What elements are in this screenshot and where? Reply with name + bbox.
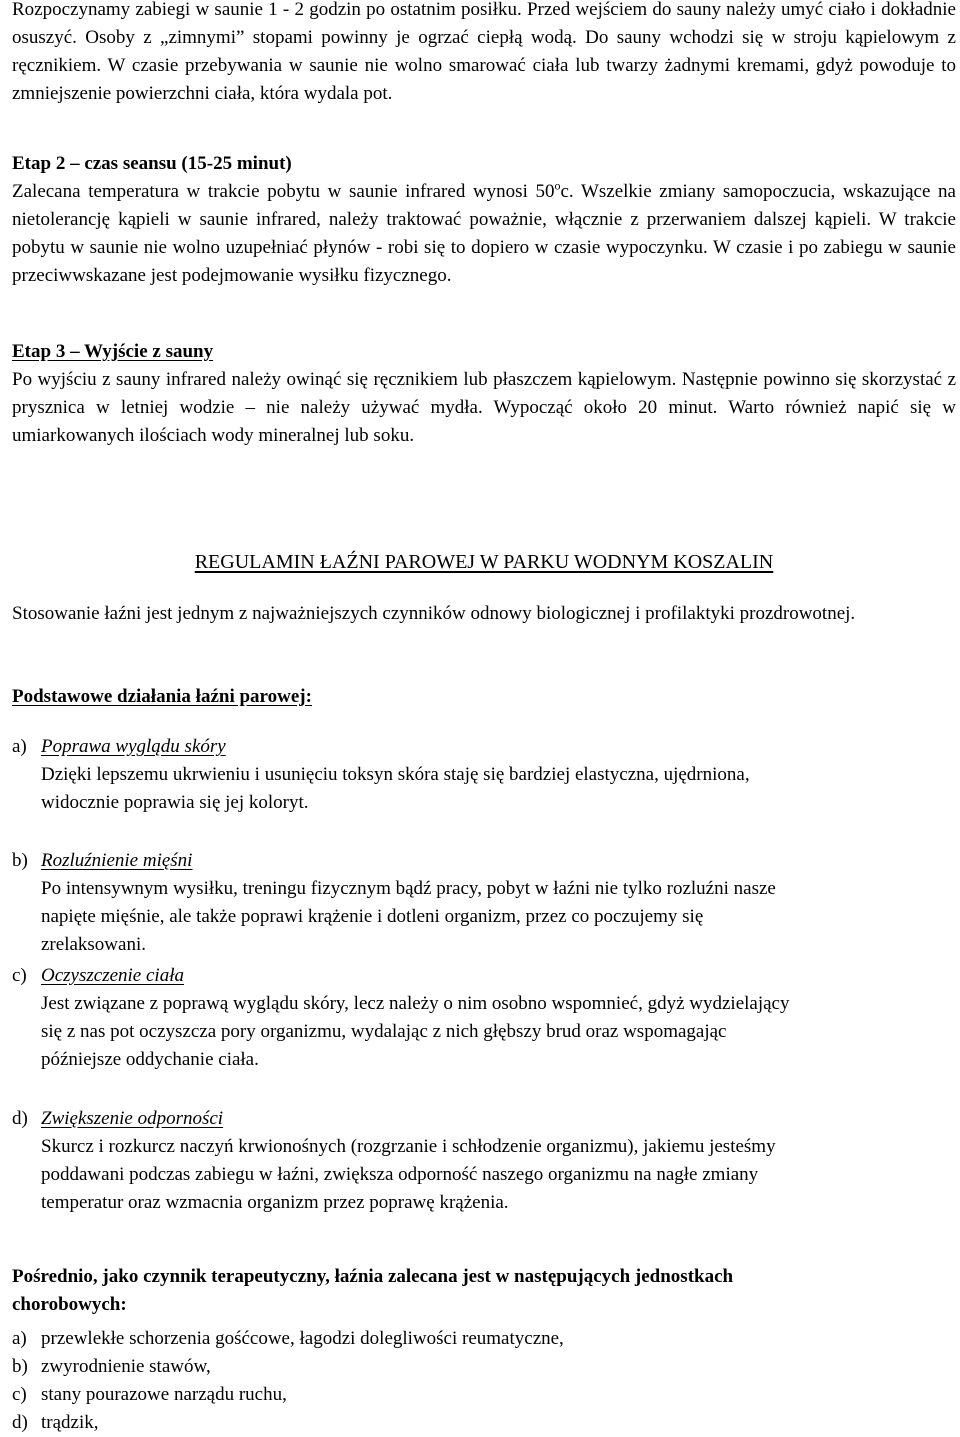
etap2-heading: Etap 2 – czas seansu (15-25 minut) [12,153,292,174]
regulamin-title-text: REGULAMIN ŁAŹNI PAROWEJ W PARKU WODNYM KOSZALIN [194,551,774,573]
action-line: Jest związane z poprawą wyglądu skóry, lecz należy o nim osobno wspomnieć, gdyż wydzielający [41,993,790,1014]
condition-letter: b) [12,1356,28,1377]
action-heading: Oczyszczenie ciała [41,965,184,986]
therapeutic-heading [12,1263,956,1319]
therapeutic-heading-line: Pośrednio, jako czynnik terapeutyczny, łaźnia zalecana jest w następujących jednostkach [12,1266,734,1287]
etap2-text-b: c. Wszelkie zmiany samopoczucia, wskazujące na nietolerancję kąpieli w saunie infrared, należy traktować poważnie, włącznie z przerwaniem dalszej kąpieli. W trakcie pobytu w saunie nie wolno uzupełniać płynów - robi się to dopiero w czasie wypoczynku. W czasie i po zabiegu w saunie przeciwwskazane jest podejmowanie wysiłku fizycznego. [12,181,956,286]
condition-letter: d) [12,1412,28,1433]
actions-heading [12,683,956,711]
action-body [41,875,921,959]
condition-letter: a) [12,1328,27,1349]
therapeutic-heading-line: chorobowych: [12,1294,127,1315]
action-line: Dzięki lepszemu ukrwieniu i usunięciu toksyn skóra staję się bardziej elastyczna, ujędrniona, [41,764,750,785]
regulamin-intro: Stosowanie łaźni jest jednym z najważniejszych czynników odnowy biologicznej i profilaktyki prozdrowotnej. [12,603,856,624]
condition-letter: c) [12,1384,27,1405]
action-line: Skurcz i rozkurcz naczyń krwionośnych (rozgrzanie i schłodzenie organizmu), jakiemu jesteśmy [41,1136,776,1157]
action-letter: d) [12,1108,28,1129]
action-line: się z nas pot oczyszcza pory organizmu, wydalając z nich głębszy brud oraz wspomagając [41,1021,727,1042]
action-line: poddawani podczas zabiegu w łaźni, zwiększa odporność naszego organizmu na nagłe zmiany [41,1164,759,1185]
regulamin-title [12,548,956,576]
condition-text: stany pourazowe narządu ruchu, [41,1384,287,1405]
action-heading: Rozluźnienie mięśni [41,850,193,871]
action-heading: Poprawa wyglądu skóry [41,736,226,757]
action-body [41,990,921,1074]
degree-sup: o [554,178,561,193]
condition-text: przewlekłe schorzenia gośćcowe, łagodzi dolegliwości reumatyczne, [41,1328,564,1349]
action-letter: b) [12,850,28,871]
action-line: widocznie poprawia się jej koloryt. [41,792,309,813]
action-heading: Zwiększenie odporności [41,1108,224,1129]
etap2-paragraph [12,178,956,290]
action-line: Po intensywnym wysiłku, treningu fizycznym bądź pracy, pobyt w łaźni nie tylko rozluźni nasze [41,878,776,899]
etap3-heading [12,338,956,366]
action-letter: c) [12,965,27,986]
etap2-text-a: Zalecana temperatura w trakcie pobytu w saunie infrared wynosi 50 [12,181,555,202]
action-body [41,761,921,817]
condition-text: zwyrodnienie stawów, [41,1356,211,1377]
action-body [41,1133,921,1217]
intro-paragraph: Rozpoczynamy zabiegi w saunie 1 - 2 godzin po ostatnim posiłku. Przed wejściem do sauny należy umyć ciało i dokładnie osuszyć. Osoby z „zimnymi” stopami powinny je ogrzać ciepłą wodą. Do sauny wchodzi się w stroju kąpielowym z ręcznikiem. W czasie przebywania w saunie nie wolno smarować ciała lub twarzy żadnymi kremami, gdyż powoduje to zmniejszenie powierzchni ciała, która wydala pot. [12,0,956,104]
action-line: napięte mięśnie, ale także poprawi krążenie i dotleni organizm, przez co poczujemy się [41,906,704,927]
action-letter: a) [12,736,27,757]
action-line: zrelaksowani. [41,934,146,955]
etap3-paragraph: Po wyjściu z sauny infrared należy owinąć się ręcznikiem lub płaszczem kąpielowym. Następnie powinno się skorzystać z prysznica w letniej wodzie – nie należy używać mydła. Wypocząć około 20 minut. Warto również napić się w umiarkowanych ilościach wody mineralnej lub soku. [12,369,956,446]
etap3-heading-text: Etap 3 – Wyjście z sauny [12,341,214,362]
action-line: późniejsze oddychanie ciała. [41,1049,259,1070]
condition-text: trądzik, [41,1412,99,1433]
action-line: temperatur oraz wzmacnia organizm przez poprawę krążenia. [41,1192,509,1213]
actions-heading-text: Podstawowe działania łaźni parowej: [12,686,312,707]
